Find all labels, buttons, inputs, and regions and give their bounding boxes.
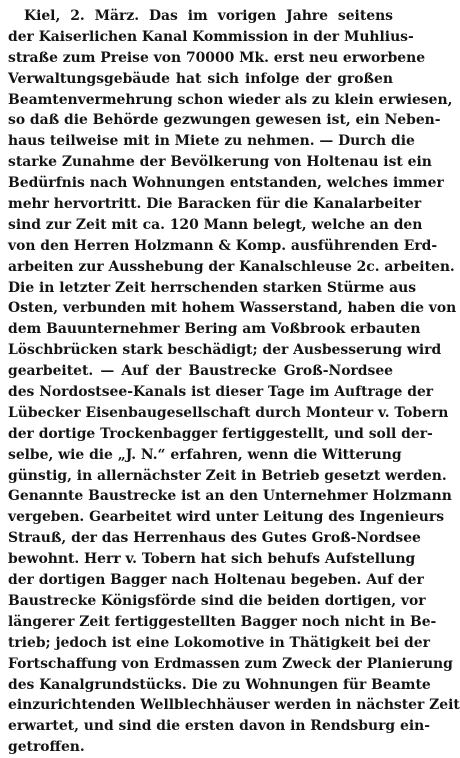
article-line: so daß die Behörde gezwungen gewesen ist, ein Neben-: [8, 112, 441, 129]
article-line: günstig, in allernächster Zeit in Betrieb gesetzt werden.: [8, 467, 447, 484]
article-line: selbe, wie die „J. N.“ erfahren, wenn die Witterung: [8, 446, 402, 463]
article-line: Genannte Baustrecke ist an den Unternehmer Holzmann: [8, 488, 452, 505]
article-line: des Kanalgrundstücks. Die zu Wohnungen für Beamte: [8, 676, 431, 693]
article-line: dem Bauunternehmer Bering am Voßbrook erbauten: [8, 321, 421, 338]
article-line: Strauß, der das Herrenhaus des Gutes Groß-Nordsee: [8, 530, 421, 547]
article-line: der Kaiserlichen Kanal Kommission in der Muhlius-: [8, 28, 414, 45]
article-line: Lübecker Eisenbaugesellschaft durch Monteur v. Tobern: [8, 404, 449, 421]
article-line: Kiel, 2. März. Das im vorigen Jahre seitens: [24, 8, 393, 24]
article-line: Verwaltungsgebäude hat sich infolge der großen: [8, 70, 393, 87]
article-line: starke Zunahme der Bevölkerung von Holtenau ist ein: [8, 154, 432, 171]
article-line: Osten, verbunden mit hohem Wasserstand, haben die von: [8, 300, 457, 317]
article-line: mehr hervortritt. Die Baracken für die Kanalarbeiter: [8, 196, 422, 213]
article-line: straße zum Preise von 70000 Mk. erst neu erworbene: [8, 49, 426, 66]
article-line: Baustrecke Königsförde sind die beiden dortigen, vor: [8, 592, 426, 609]
article-line: erwartet, und sind die ersten davon in Rendsburg ein-: [8, 718, 430, 735]
article-line: trieb; jedoch ist eine Lokomotive in Thätigkeit bei der: [8, 634, 430, 651]
article-line: Beamtenvermehrung schon wieder als zu klein erwiesen,: [8, 91, 453, 108]
article-line: Fortschaffung von Erdmassen zum Zweck der Planierung: [8, 655, 453, 672]
article-line: der dortige Trockenbagger fertiggestellt, und soll der-: [8, 425, 433, 442]
article-line: arbeiten zur Ausshebung der Kanalschleuse 2c. arbeiten.: [8, 258, 455, 275]
article-line: von den Herren Holzmann & Komp. ausführenden Erd-: [8, 237, 438, 254]
article-line: Löschbrücken stark beschädigt; der Ausbesserung wird: [8, 342, 442, 359]
article-line: sind zur Zeit mit ca. 120 Mann belegt, welche an den: [8, 216, 423, 233]
article-line: getroffen.: [8, 739, 85, 756]
article-line: bewohnt. Herr v. Tobern hat sich behufs Aufstellung: [8, 551, 416, 568]
article-line: Die in letzter Zeit herrschenden starken Stürme aus: [8, 279, 417, 296]
article-line: Bedürfnis nach Wohnungen entstanden, welches immer: [8, 175, 444, 192]
article-line: längerer Zeit fertiggestellten Bagger noch nicht in Be-: [8, 613, 437, 630]
article-line: des Nordostsee-Kanals ist dieser Tage im Auftrage der: [8, 384, 434, 401]
article-line: der dortigen Bagger nach Holtenau begeben. Auf der: [8, 572, 424, 589]
article-line: vergeben. Gearbeitet wird unter Leitung des Ingenieurs: [8, 509, 445, 526]
article-line: einzurichtenden Wellblechhäuser werden in nächster Zeit: [8, 697, 460, 714]
article-line: gearbeitet. — Auf der Baustrecke Groß-Nordsee: [8, 363, 393, 380]
article-line: haus teilweise mit in Miete zu nehmen. — Durch die: [8, 133, 415, 150]
